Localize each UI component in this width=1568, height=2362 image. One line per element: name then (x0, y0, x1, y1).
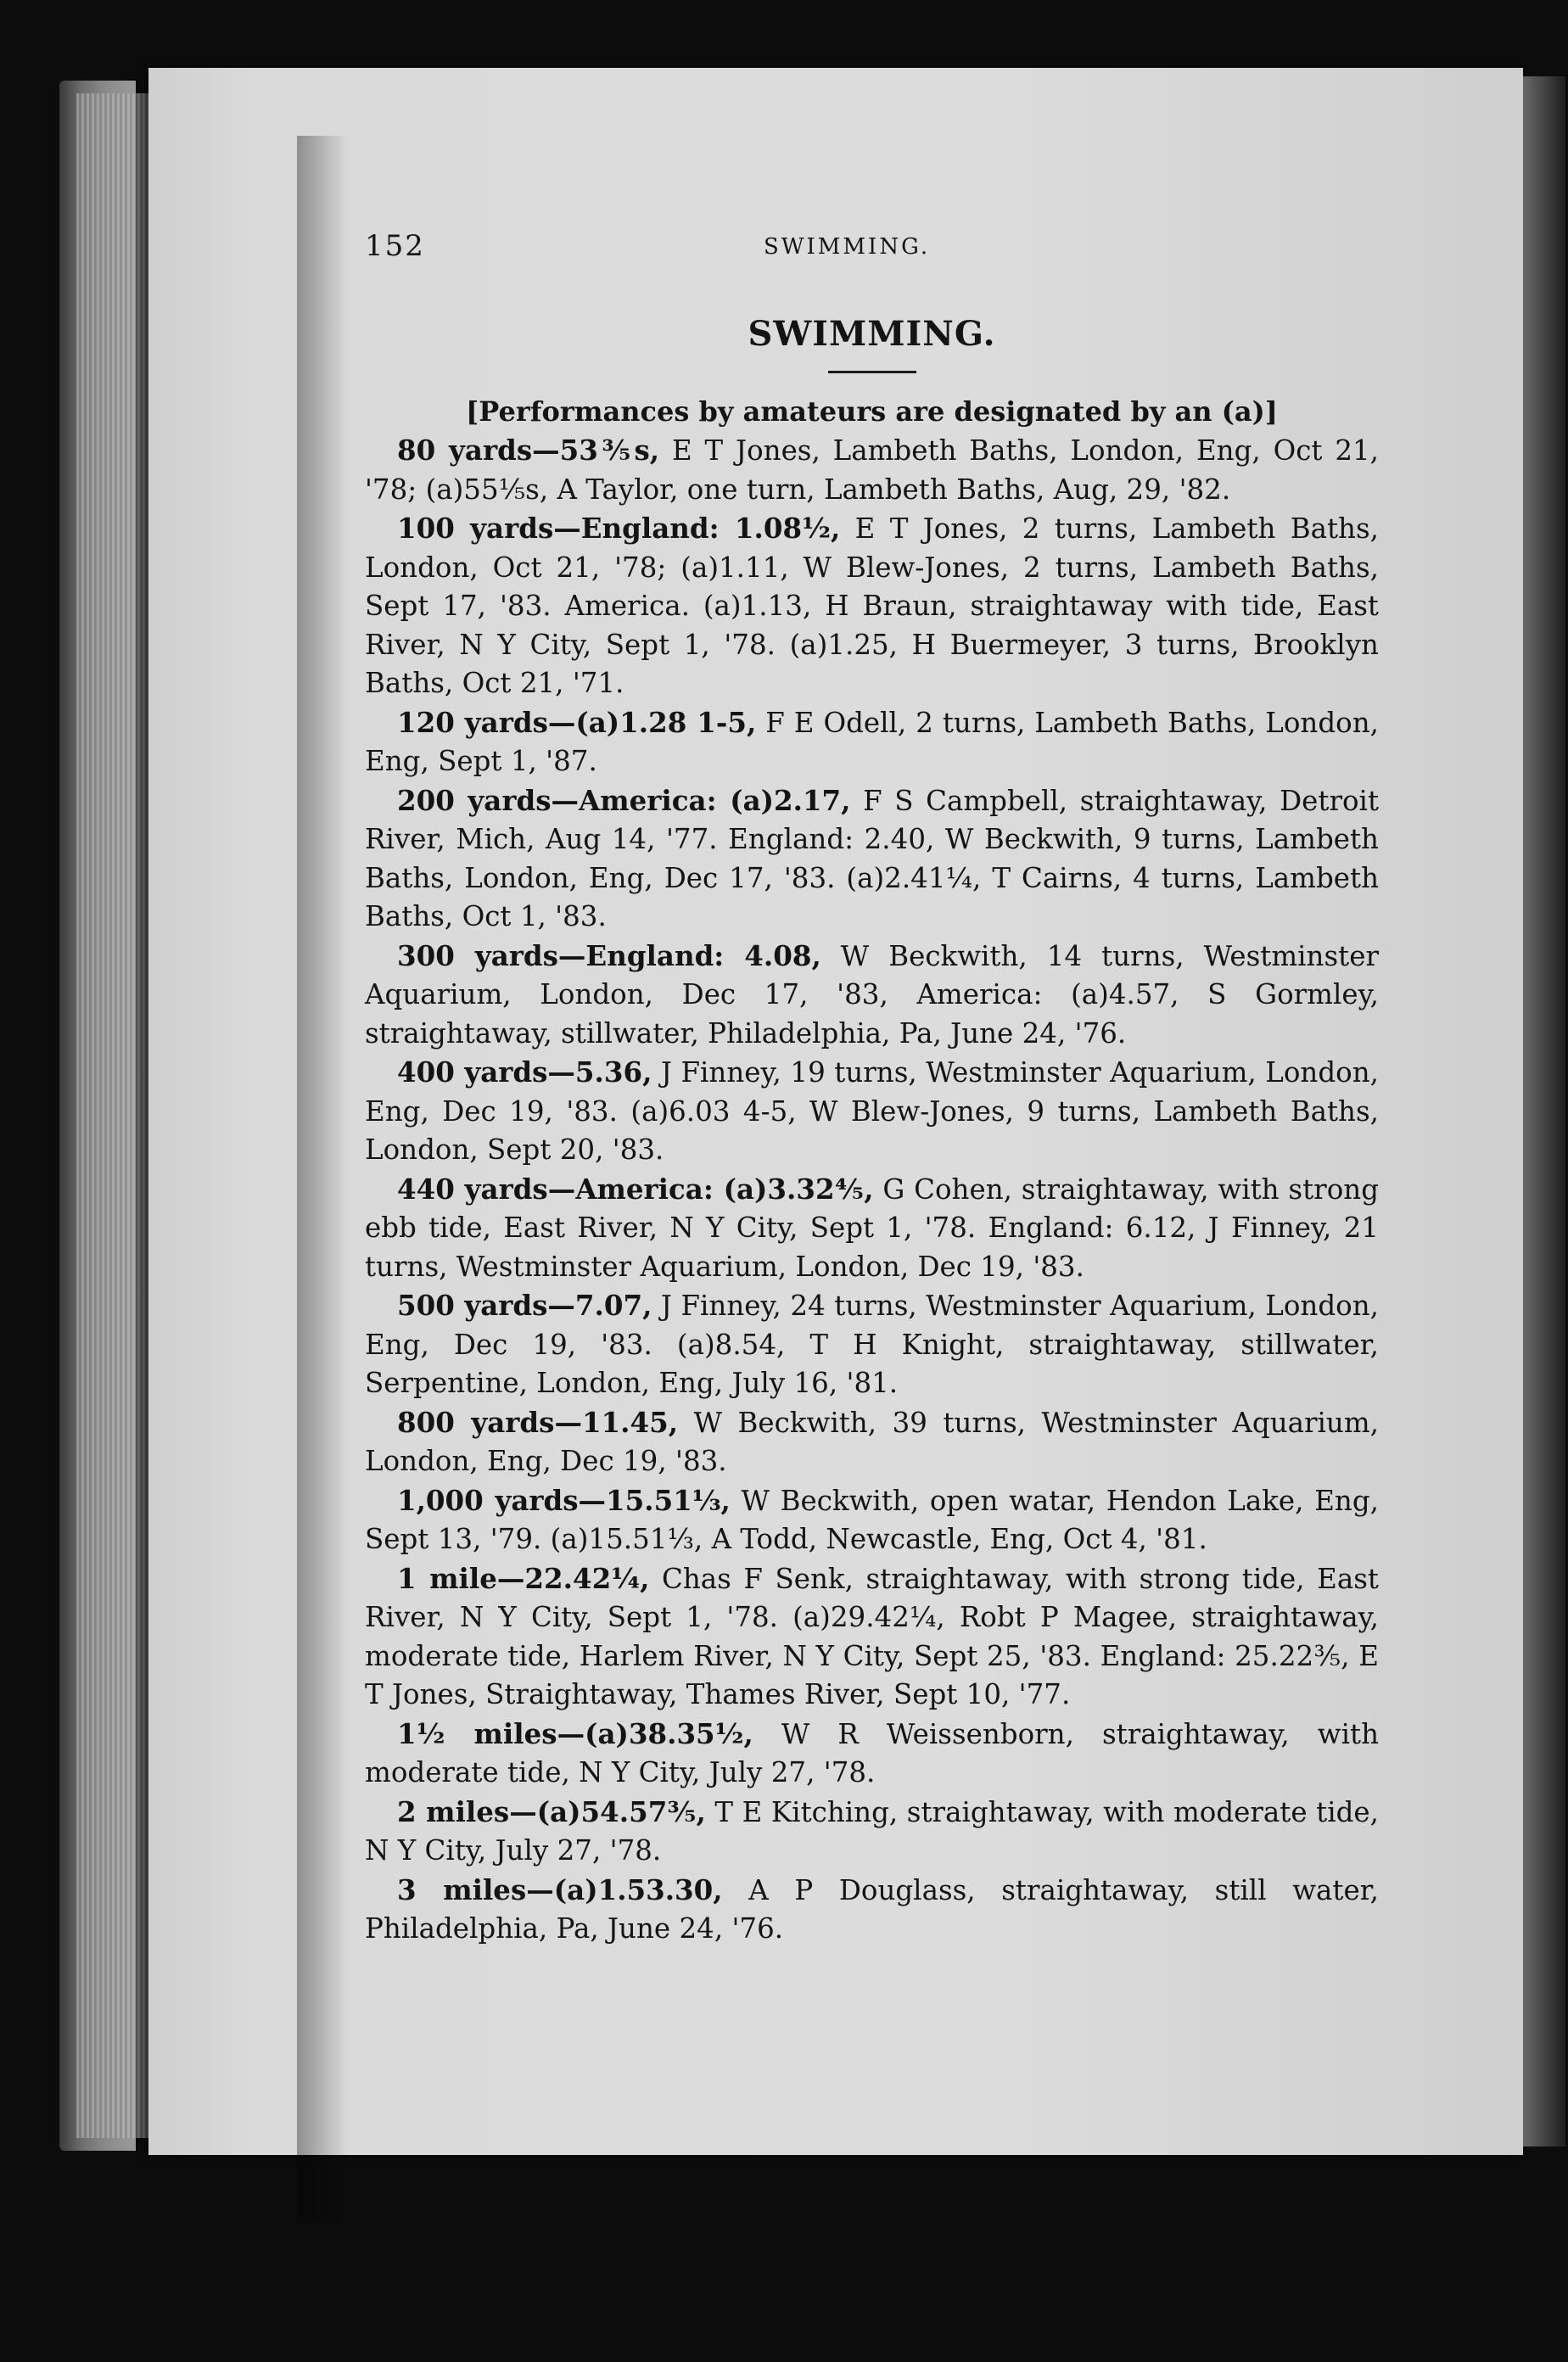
binding-shadow (297, 136, 348, 2223)
record-entry (365, 1481, 1379, 1559)
record-details: Chas F Senk, straightaway, with strong tide, East River, N Y City, Sept 1, '78. (a)29.42¼, Robt P Magee, straightaway, moderate tide, Harlem River, N Y City, Sept 25, '83. England: 25.22⅗, E T Jones, Straightaway, Thames River, Sept 10, '77. (365, 1562, 1379, 1710)
record-details: J Finney, 19 turns, Westminster Aquarium, London, Eng, Dec 19, '83. (a)6.03 4-5, W Blew-Jones, 9 turns, Lambeth Baths, London, Sept 20, '83. (365, 1056, 1379, 1166)
record-distance: 400 yards—5.36, (397, 1055, 652, 1089)
record-details: W Beckwith, open watar, Hendon Lake, Eng, Sept 13, '79. (a)15.51⅓, A Todd, Newcastle, Eng, Oct 4, '81. (365, 1484, 1379, 1555)
record-distance: 1 mile—22.42¼, (397, 1561, 650, 1595)
record-distance: 300 yards—England: 4.08, (397, 938, 821, 972)
record-distance: 500 yards—7.07, (397, 1289, 652, 1322)
section-title: SWIMMING. (748, 314, 996, 354)
record-distance: 1½ miles—(a)38.35½, (397, 1716, 753, 1750)
record-details: W R Weissenborn, straightaway, with moderate tide, N Y City, July 27, '78. (365, 1717, 1379, 1788)
record-entry (365, 1715, 1379, 1793)
title-rule (828, 371, 916, 373)
running-head (365, 229, 1379, 282)
record-details: W Beckwith, 39 turns, Westminster Aquarium, London, Eng, Dec 19, '83. (365, 1406, 1380, 1477)
record-details: A P Douglass, straightaway, still water, Philadelphia, Pa, June 24, '76. (365, 1873, 1379, 1945)
record-distance: 100 yards—England: 1.08½, (397, 512, 841, 545)
record-distance: 3 miles—(a)1.53.30, (397, 1872, 723, 1906)
record-details: F S Campbell, straightaway, Detroit River, Mich, Aug 14, '77. England: 2.40, W Beckwith, 9 turns, Lambeth Baths, London, Eng, Dec 17, '83. (a)2.41¼, T Cairns, 4 turns, Lambeth Baths, Oct 1, '83. (365, 784, 1380, 932)
record-details: E T Jones, 2 turns, Lambeth Baths, London, Oct 21, '78; (a)1.11, W Blew-Jones, 2 turns, Lambeth Baths, Sept 17, '83. America. (a)1.13, H Braun, straightaway with tide, East River, N Y City, Sept 1, '78. (a)1.25, H Buermeyer, 3 turns, Brooklyn Baths, Oct 21, '71. (365, 512, 1379, 699)
record-distance: 2 miles—(a)54.57⅗, (397, 1794, 706, 1828)
record-details: J Finney, 24 turns, Westminster Aquarium, London, Eng, Dec 19, '83. (a)8.54, T H Knight, straightaway, stillwater, Serpentine, London, Eng, July 16, '81. (365, 1290, 1379, 1399)
record-entry (365, 1871, 1379, 1949)
record-entry (365, 1559, 1379, 1715)
record-distance: 800 yards—11.45, (397, 1405, 679, 1439)
record-entry (365, 1793, 1379, 1871)
record-distance: 200 yards—America: (a)2.17, (397, 783, 851, 817)
record-entry (365, 1053, 1379, 1170)
record-distance: 120 yards—(a)1.28 1-5, (397, 705, 757, 739)
record-distance: 440 yards—America: (a)3.32⅘, (397, 1172, 874, 1206)
record-details: T E Kitching, straightaway, with moderate tide, N Y City, July 27, '78. (365, 1795, 1379, 1867)
record-distance: 80 yards—53⅗s, (397, 434, 660, 467)
record-entry (365, 937, 1379, 1054)
page-edges-texture (76, 93, 153, 2138)
amateur-note: [Performances by amateurs are designated by an (a)] (466, 395, 1278, 428)
records-list (365, 431, 1379, 1949)
record-details: G Cohen, straightaway, with strong ebb tide, East River, N Y City, Sept 1, '78. England: 6.12, J Finney, 21 turns, Westminster Aquarium, London, Dec 19, '83. (365, 1173, 1380, 1283)
running-title: SWIMMING. (764, 234, 931, 260)
record-entry (365, 703, 1379, 781)
record-details: E T Jones, Lambeth Baths, London, Eng, Oct 21, '78; (a)55⅕s, A Taylor, one turn, Lambeth Baths, Aug, 29, '82. (365, 434, 1379, 506)
record-distance: 1,000 yards—15.51⅓, (397, 1483, 731, 1517)
record-details: W Beckwith, 14 turns, Westminster Aquarium, London, Dec 17, '83, America: (a)4.57, S Gormley, straightaway, stillwater, Philadelphia, Pa, June 24, '76. (365, 939, 1379, 1049)
record-entry (365, 781, 1379, 937)
record-details: F E Odell, 2 turns, Lambeth Baths, London, Eng, Sept 1, '87. (365, 706, 1379, 777)
page-number: 152 (365, 229, 425, 263)
record-entry (365, 1403, 1379, 1481)
record-entry (365, 509, 1379, 703)
record-entry (365, 431, 1379, 509)
page-content (365, 229, 1379, 1949)
record-entry (365, 1286, 1379, 1403)
record-entry (365, 1170, 1379, 1287)
